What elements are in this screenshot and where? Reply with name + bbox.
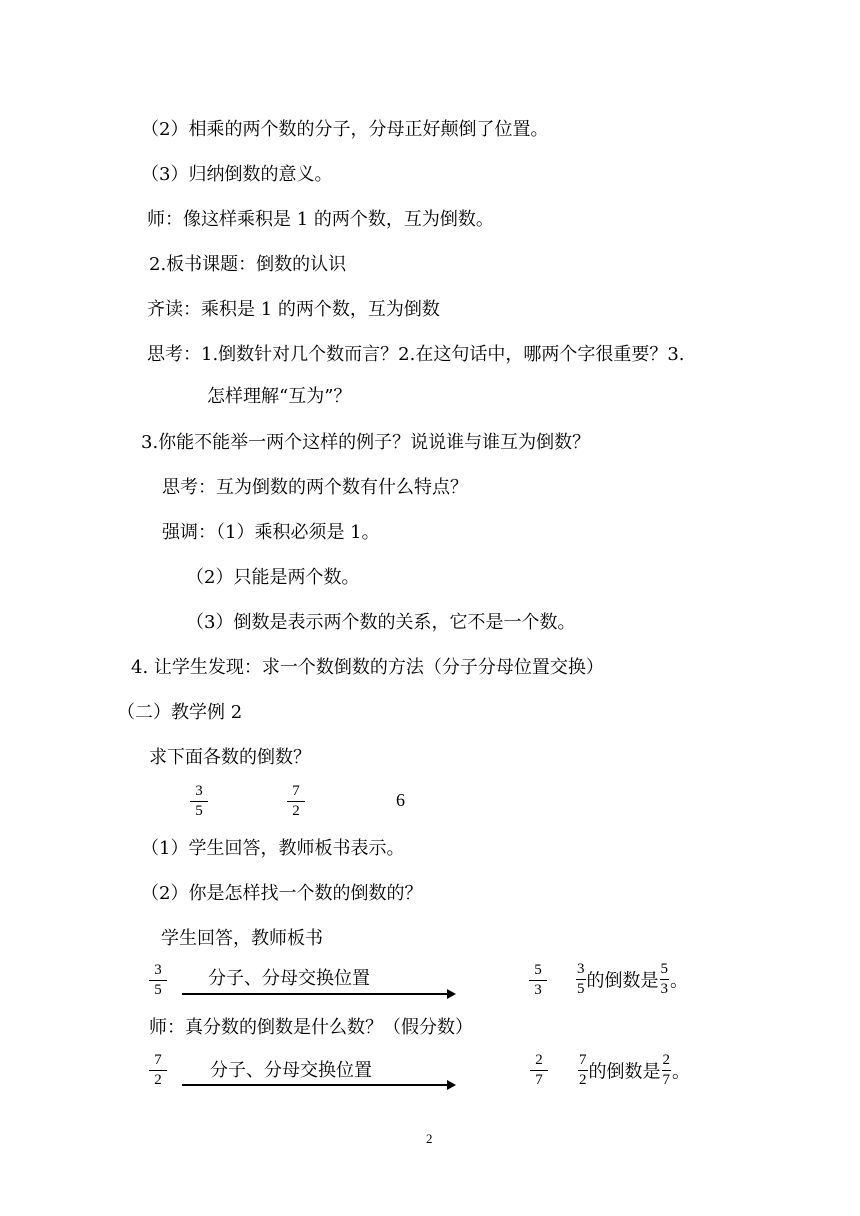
- statement-period: 。: [670, 970, 688, 992]
- example-whole-number: 6: [396, 790, 405, 810]
- board2-arrow: [182, 1084, 454, 1086]
- text-line-14: （二）教学例 2: [117, 702, 243, 723]
- board2-result-fraction: [530, 1052, 548, 1089]
- statement-text: 的倒数是: [588, 1061, 661, 1083]
- text-line-3: 师：像这样乘积是 1 的两个数，互为倒数。: [147, 209, 494, 230]
- statement-fraction-b: $\frac{5}{3}$: [660, 961, 668, 997]
- text-line-6: 思考：1.倒数针对几个数而言？2.在这句话中，哪两个字很重要？3.: [147, 344, 685, 365]
- fraction-denominator: 5: [195, 803, 203, 819]
- statement-fraction-b: $\frac{2}{7}$: [662, 1052, 670, 1088]
- board1-arrow: [182, 993, 454, 995]
- board1-result-fraction: [529, 962, 547, 999]
- example-fraction-2: [287, 783, 305, 820]
- board1-arrow-label: 分子、分母交换位置: [208, 968, 370, 989]
- statement-text: 的倒数是: [586, 970, 659, 992]
- fraction-denominator: 2: [154, 1072, 162, 1088]
- text-line-17: （2）你是怎样找一个数的倒数的？: [141, 883, 423, 904]
- board1-statement: [575, 963, 688, 1000]
- fraction-numerator: 3: [149, 962, 167, 981]
- page-number: 2: [426, 1131, 433, 1146]
- text-line-2: （3）归纳倒数的意义。: [141, 164, 333, 185]
- text-line-16: （1）学生回答，教师板书表示。: [141, 838, 405, 859]
- fraction-denominator: 3: [534, 982, 542, 998]
- statement-period: 。: [672, 1061, 690, 1083]
- statement-fraction-a: $\frac{3}{5}$: [577, 961, 585, 997]
- example-fraction-1: [190, 783, 208, 820]
- text-line-13: 4. 让学生发现：求一个数倒数的方法（分子分母位置交换）: [131, 657, 604, 678]
- text-line-10: 强调：（1）乘积必须是 1。: [162, 522, 380, 543]
- board2-source-fraction: [149, 1052, 167, 1089]
- board2-statement: [577, 1054, 690, 1091]
- text-line-7: 怎样理解“互为”？: [207, 386, 352, 407]
- fraction-numerator: 7: [287, 783, 305, 802]
- statement-fraction-a: $\frac{7}{2}$: [579, 1052, 587, 1088]
- fraction-denominator: 2: [292, 803, 300, 819]
- fraction-numerator: 3: [190, 783, 208, 802]
- fraction-numerator: 5: [529, 962, 547, 981]
- text-line-19: 师：真分数的倒数是什么数？（假分数）: [149, 1017, 473, 1038]
- text-line-12: （3）倒数是表示两个数的关系，它不是一个数。: [186, 612, 576, 633]
- fraction-numerator: 2: [530, 1052, 548, 1071]
- fraction-denominator: 5: [154, 982, 162, 998]
- text-line-9: 思考：互为倒数的两个数有什么特点？: [162, 477, 468, 498]
- board1-source-fraction: [149, 962, 167, 999]
- text-line-11: （2）只能是两个数。: [186, 567, 360, 588]
- text-line-15: 求下面各数的倒数？: [149, 747, 311, 768]
- text-line-8: 3.你能不能举一两个这样的例子？说说谁与谁互为倒数？: [141, 432, 591, 453]
- text-line-1: （2）相乘的两个数的分子，分母正好颠倒了位置。: [141, 119, 549, 140]
- board2-arrow-label: 分子、分母交换位置: [210, 1060, 372, 1081]
- text-line-18: 学生回答，教师板书: [161, 928, 323, 949]
- fraction-denominator: 7: [535, 1072, 543, 1088]
- fraction-numerator: 7: [149, 1052, 167, 1071]
- text-line-5: 齐读：乘积是 1 的两个数，互为倒数: [147, 299, 440, 320]
- text-line-4: 2.板书课题：倒数的认识: [149, 254, 347, 275]
